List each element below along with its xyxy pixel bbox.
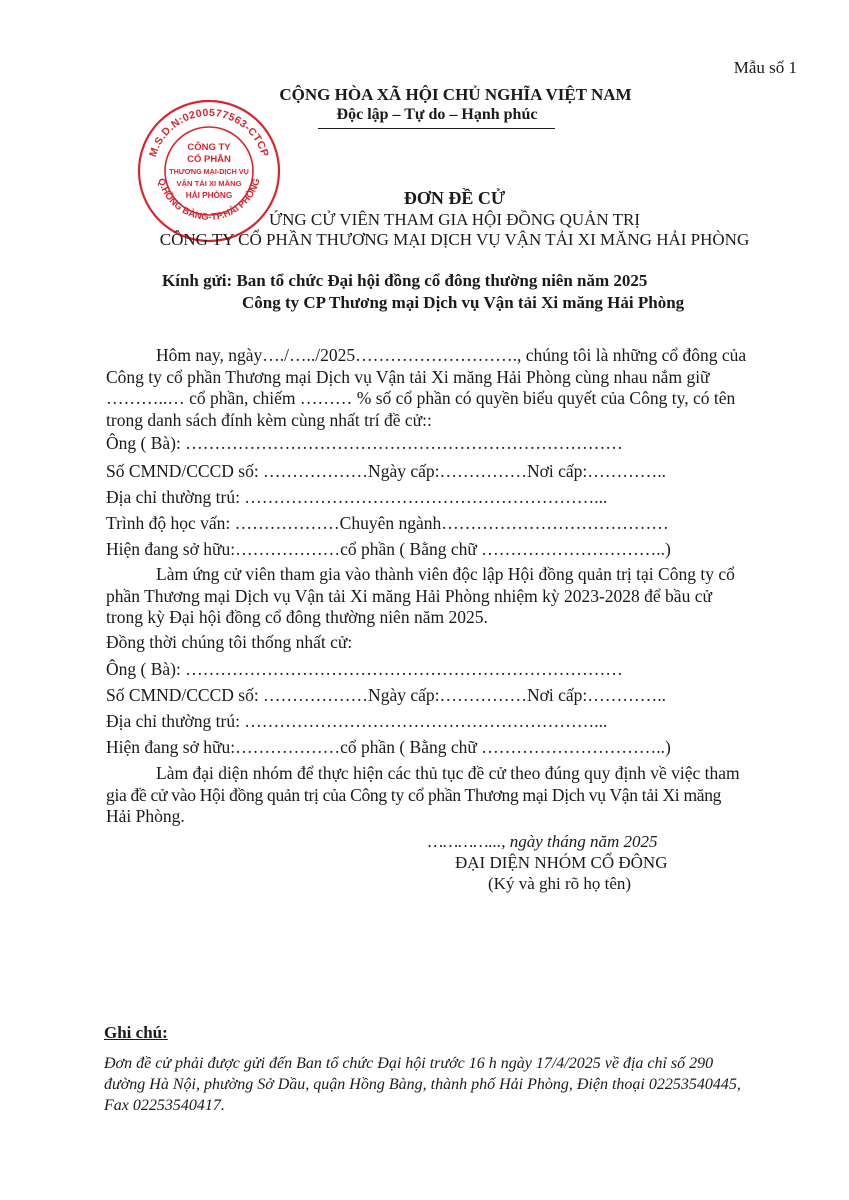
representative-address-field[interactable]: Địa chỉ thường trú: ……………………………………………………... bbox=[106, 711, 608, 731]
intro-line: Công ty cổ phần Thương mại Dịch vụ Vận tải Xi măng Hải Phòng cùng nhau nắm giữ bbox=[106, 366, 710, 387]
candidate-id-field[interactable]: Số CMND/CCCD số: ………………Ngày cấp:……………Nơi cấp:………….. bbox=[106, 461, 667, 481]
signature-date-line[interactable]: …………..., ngày tháng năm 2025 bbox=[428, 832, 658, 851]
seal-ring-text: M.S.D.N:0200577563-CTCP bbox=[146, 106, 272, 159]
candidate-line: trong kỳ Đại hội đồng cổ đông thường niên năm 2025. bbox=[106, 607, 488, 627]
representative-line: Hải Phòng. bbox=[106, 806, 185, 826]
representative-line: Làm đại diện nhóm để thực hiện các thủ tục đề cử theo đúng quy định về việc tham bbox=[156, 763, 740, 783]
candidate-education-field[interactable]: Trình độ học vấn: ………………Chuyên ngành………………………………… bbox=[106, 513, 669, 533]
recipient-line-2: Công ty CP Thương mại Dịch vụ Vận tải Xi măng Hải Phòng bbox=[242, 293, 685, 312]
candidate-shares-field[interactable]: Hiện đang sở hữu:………………cổ phần ( Bằng chữ …………………………..) bbox=[106, 539, 671, 559]
seal-center-line: THƯƠNG MẠI-DỊCH VỤ bbox=[169, 167, 249, 176]
title-line-1: ỨNG CỬ VIÊN THAM GIA HỘI ĐỒNG QUẢN TRỊ bbox=[268, 210, 641, 229]
signature-role: ĐẠI DIỆN NHÓM CỔ ĐÔNG bbox=[455, 853, 668, 872]
seal-center-line: CÔNG TY bbox=[187, 142, 231, 153]
motto-underline bbox=[318, 128, 555, 129]
candidate-paragraph bbox=[106, 564, 791, 629]
note-heading: Ghi chú: bbox=[104, 1023, 168, 1042]
also-elect-label: Đồng thời chúng tôi thống nhất cử: bbox=[106, 632, 353, 652]
representative-shares-field[interactable]: Hiện đang sở hữu:………………cổ phần ( Bằng chữ …………………………..) bbox=[106, 737, 671, 757]
recipient-line-1: Kính gửi: Ban tổ chức Đại hội đồng cổ đông thường niên năm 2025 bbox=[162, 271, 648, 290]
candidate-address-field[interactable]: Địa chỉ thường trú: ……………………………………………………... bbox=[106, 487, 608, 507]
candidate-name-field[interactable]: Ông ( Bà): ………………………………………………………………… bbox=[106, 433, 623, 453]
intro-paragraph bbox=[106, 345, 791, 431]
note-line: đường Hà Nội, phường Sở Dầu, quận Hồng Bàng, thành phố Hải Phòng, Điện thoại 02253540445, bbox=[104, 1076, 741, 1093]
note-line: Đơn đề cử phải được gửi đến Ban tổ chức Đại hội trước 16 h ngày 17/4/2025 về địa chỉ số 290 bbox=[104, 1055, 714, 1072]
document-title: ĐƠN ĐỀ CỬ bbox=[403, 188, 506, 208]
candidate-line: phần Thương mại Dịch vụ Vận tải Xi măng Hải Phòng nhiệm kỳ 2023-2028 để bầu cử bbox=[106, 585, 712, 606]
representative-name-field[interactable]: Ông ( Bà): ………………………………………………………………… bbox=[106, 659, 623, 679]
intro-line: trong danh sách đính kèm cùng nhất trí đề cử:: bbox=[106, 409, 432, 430]
representative-line: gia đề cử vào Hội đồng quản trị của Công ty cổ phần Thương mại Dịch vụ Vận tải Xi măng bbox=[106, 784, 722, 805]
seal-bottom-text: Q.HỒNG BÀNG-TP.HẢI PHÒNG bbox=[155, 177, 263, 223]
national-motto: Độc lập – Tự do – Hạnh phúc bbox=[336, 106, 538, 123]
title-line-2: CÔNG TY CỔ PHẦN THƯƠNG MẠI DỊCH VỤ VẬN TẢI XI MĂNG HẢI PHÒNG bbox=[159, 230, 750, 249]
signature-instruction: (Ký và ghi rõ họ tên) bbox=[488, 874, 632, 893]
form-number: Mẫu số 1 bbox=[733, 58, 797, 77]
seal-center-line: HẢI PHÒNG bbox=[185, 191, 233, 200]
candidate-line: Làm ứng cử viên tham gia vào thành viên độc lập Hội đồng quản trị tại Công ty cổ bbox=[156, 564, 735, 584]
representative-id-field[interactable]: Số CMND/CCCD số: ………………Ngày cấp:……………Nơi cấp:………….. bbox=[106, 685, 667, 705]
intro-line: ………..… cổ phần, chiếm ……… % số cổ phần có quyền biểu quyết của Công ty, có tên bbox=[106, 388, 736, 408]
national-header: CỘNG HÒA XÃ HỘI CHỦ NGHĨA VIỆT NAM bbox=[279, 85, 632, 104]
note-body bbox=[104, 1053, 794, 1116]
intro-line: Hôm nay, ngày…./…../2025………………………., chúng tôi là những cổ đông của bbox=[156, 345, 747, 365]
seal-center-line: VẬN TẢI XI MĂNG bbox=[176, 179, 242, 188]
seal-center-line: CỔ PHẦN bbox=[187, 154, 231, 165]
note-line: Fax 02253540417. bbox=[104, 1097, 225, 1114]
representative-paragraph bbox=[106, 763, 791, 828]
